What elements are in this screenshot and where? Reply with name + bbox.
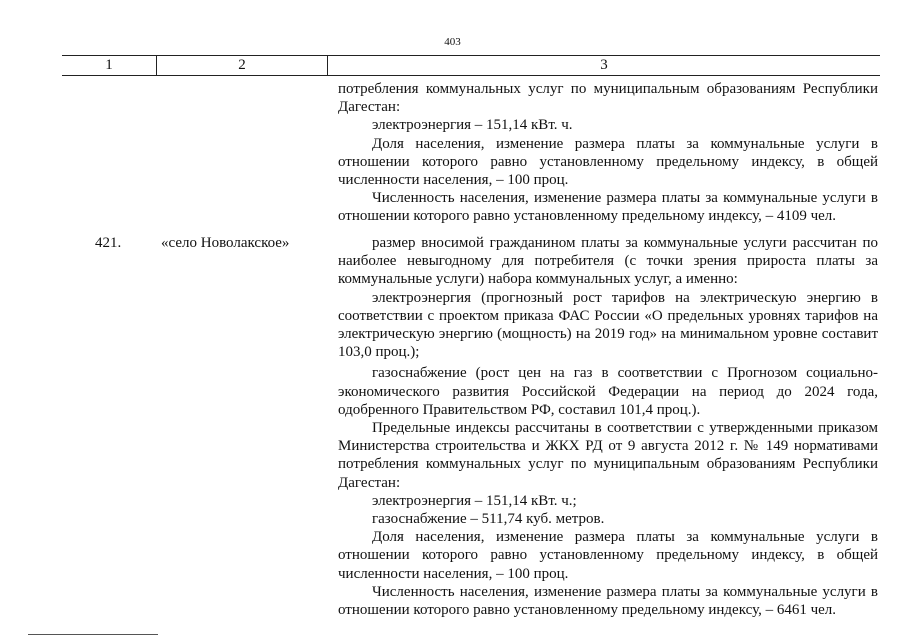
page-number: 403 [444, 36, 461, 48]
row-number: 421. [95, 235, 122, 251]
text-paragraph: потребления коммунальных услуг по муниципальным образованиям Республики Дагестан: [338, 81, 878, 116]
column-1-header: 1 [62, 56, 157, 75]
text-paragraph: Численность населения, изменение размера платы за коммунальные услуги в отношении которого равно установленному предельному индексу, – 4109 чел. [338, 190, 878, 225]
entry-text-block [338, 234, 878, 619]
text-paragraph: электроэнергия (прогнозный рост тарифов на электрическую энергию в соответствии с проектом приказа ФАС России «О предельных уровнях тарифов на электрическую энергию (мощность) на 2019 год» на минимальном уровне составит 103,0 проц.); [338, 289, 878, 361]
text-paragraph: размер вносимой гражданином платы за коммунальные услуги рассчитан по наиболее невыгодному для потребителя (с точки зрения прироста платы за коммунальные услуги) набора коммунальных услуг, а именно: [338, 235, 878, 288]
text-paragraph: электроэнергия – 151,14 кВт. ч.; [372, 492, 577, 509]
text-paragraph: Доля населения, изменение размера платы за коммунальные услуги в отношении которого равно установленному предельному индексу, в общей численности населения, – 100 проц. [338, 135, 878, 189]
text-paragraph: газоснабжение (рост цен на газ в соответствии с Прогнозом социально-экономического развития Российской Федерации на период до 2024 года, одобренного Правительством РФ, составил 101,4 проц.). [338, 365, 878, 418]
column-2-header: 2 [157, 56, 328, 75]
continued-text-block [338, 80, 878, 226]
footer-rule [28, 634, 158, 635]
municipality-name: «село Новолакское» [161, 235, 290, 251]
text-paragraph: газоснабжение – 511,74 куб. метров. [372, 511, 605, 528]
text-paragraph: электроэнергия – 151,14 кВт. ч. [372, 117, 573, 134]
text-paragraph: Численность населения, изменение размера платы за коммунальные услуги в отношении которого равно установленному предельному индексу, – 6461 чел. [338, 583, 878, 619]
table-column-header [62, 55, 880, 76]
text-paragraph: Доля населения, изменение размера платы за коммунальные услуги в отношении которого равно установленному предельному индексу, в общей численности населения, – 100 проц. [338, 529, 878, 582]
column-3-header: 3 [600, 57, 608, 73]
text-paragraph: Предельные индексы рассчитаны в соответствии с утвержденными приказом Министерства строительства и ЖКХ РД от 9 августа 2012 г. № 149 нормативами потребления коммунальных услуг по муниципальным образованиям Республики Дагестан: [338, 420, 878, 491]
